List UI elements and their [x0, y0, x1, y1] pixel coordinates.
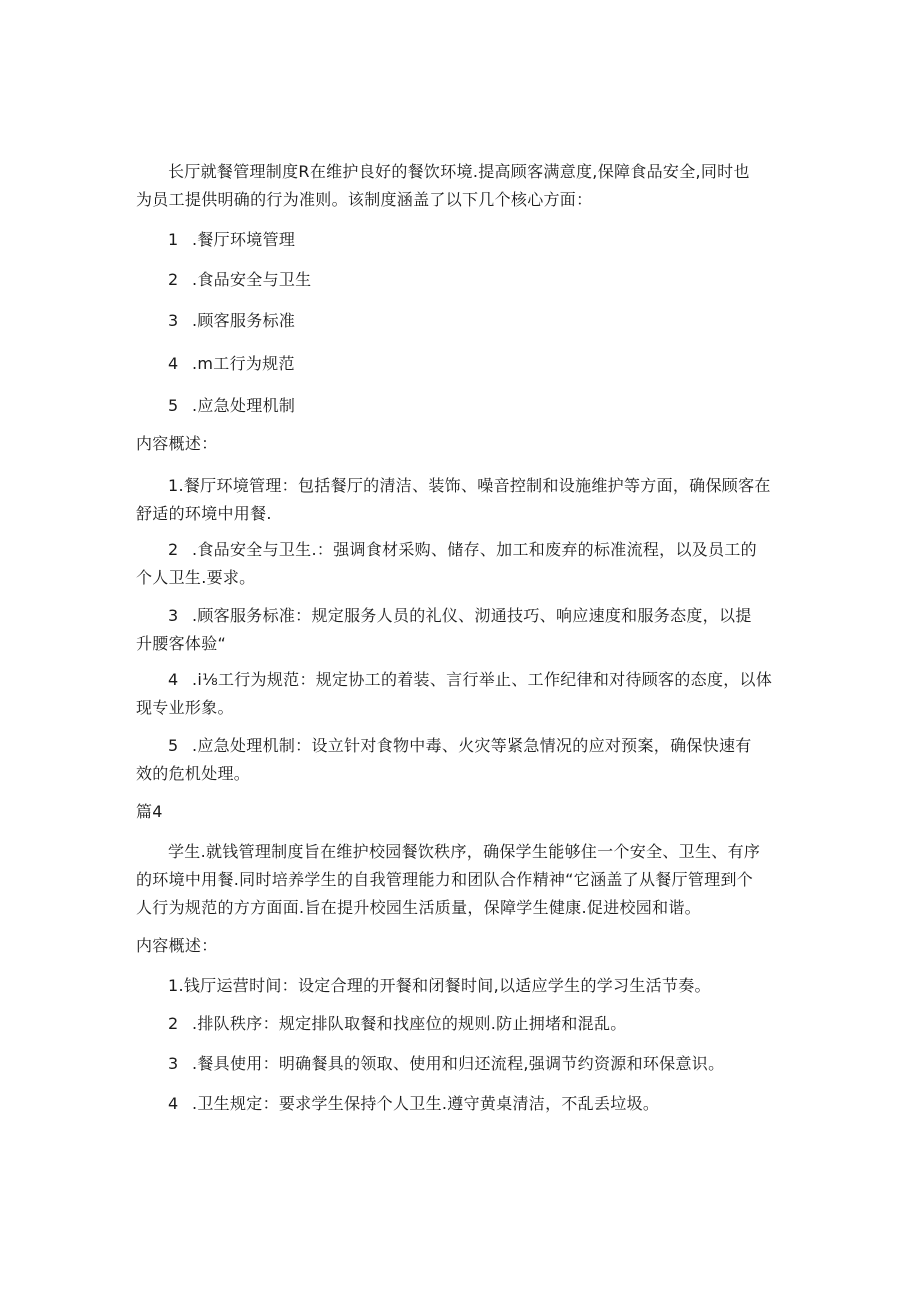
- summary-text: .食品安全与卫生.：强调食材采购、储存、加工和废弃的标准流程，以及员工的: [192, 540, 757, 559]
- summary-heading: 内容概述：: [136, 936, 218, 955]
- intro-line-1: 长厅就餐管理制度R在维护良好的餐饮环境.提高顾客满意度,保障食品安全,同时也: [168, 162, 750, 181]
- summary-number: 2: [168, 540, 179, 559]
- summary-text: .应急处理机制：设立针对食物中毒、火灾等紧急情况的应对预案，确保快速有: [192, 736, 752, 755]
- aspect-item: [168, 348, 828, 380]
- summary-text: .i⅛工行为规范：规定协工的着装、言行举止、工作纪律和对待顾客的态度，以体: [192, 670, 773, 689]
- aspect-text: .m工行为规范: [192, 354, 295, 373]
- summary-number: 3: [168, 606, 179, 625]
- intro2-line-1: 学生.就钱管理制度旨在维护校园餐饮秩序，确保学生能够住一个安全、卫生、有序: [168, 842, 761, 861]
- aspect-number: 2: [168, 270, 179, 289]
- summary-item-line-1: 1.餐厅环境管理：包括餐厅的清洁、装饰、噪音控制和设施维护等方面，确保顾客在: [168, 476, 771, 495]
- summary-item-line-2: 个人卫生.要求。: [136, 568, 256, 587]
- summary-heading: 内容概述：: [136, 434, 218, 453]
- section-title: 篇4: [136, 802, 163, 821]
- summary-item-line-2: 效的危机处理。: [136, 764, 251, 783]
- summary-item-line-2: 升腰客体验“: [136, 634, 227, 653]
- summary2-text: .餐具使用：明确餐具的领取、使用和归还流程,强调节约资源和环保意识。: [192, 1054, 725, 1073]
- intro-line-2: 为员工提供明确的行为准则。该制度涵盖了以下几个核心方面：: [136, 190, 593, 209]
- aspect-number: 1: [168, 230, 179, 249]
- aspect-number: 5: [168, 396, 179, 415]
- aspect-item: [168, 224, 828, 256]
- aspect-item: [168, 305, 828, 337]
- aspect-text: .餐厅环境管理: [192, 230, 296, 249]
- aspect-item: [168, 264, 828, 296]
- aspect-item: [168, 390, 828, 422]
- intro2-line-2: 的环境中用餐.同时培养学生的自我管理能力和团队合作精神“它涵盖了从餐厅管理到个: [136, 870, 754, 889]
- summary-number: 4: [168, 670, 179, 689]
- summary2-number: 2: [168, 1014, 179, 1033]
- summary2-number: 4: [168, 1094, 179, 1113]
- aspect-text: .应急处理机制: [192, 396, 296, 415]
- summary2-text: .排队秩序：规定排队取餐和找座位的规则.防止拥堵和混乱。: [192, 1014, 627, 1033]
- summary-text: .顾客服务标准：规定服务人员的礼仪、沏通技巧、响应速度和服务态度，以提: [192, 606, 752, 625]
- summary2-item: [168, 1088, 828, 1120]
- aspect-text: .食品安全与卫生: [192, 270, 312, 289]
- summary-item-line-2: 现专业形象。: [136, 698, 234, 717]
- aspect-number: 4: [168, 354, 179, 373]
- summary2-item: [168, 1008, 828, 1040]
- summary-number: 5: [168, 736, 179, 755]
- aspect-text: .顾客服务标准: [192, 311, 296, 330]
- summary2-item: [168, 1048, 828, 1080]
- summary2-number: 3: [168, 1054, 179, 1073]
- intro2-line-3: 人行为规范的方方面面.旨在提升校园生活质量，保障学生健康.促进校园和谐。: [136, 898, 701, 917]
- aspect-number: 3: [168, 311, 179, 330]
- summary-item-line-2: 舒适的环境中用餐.: [136, 504, 272, 523]
- summary2-text: .卫生规定：要求学生保持个人卫生.遵守黄桌清洁，不乱丢垃圾。: [192, 1094, 660, 1113]
- summary2-item: 1.钱厅运营时间：设定合理的开餐和闭餐时间,以适应学生的学习生活节奏。: [168, 976, 711, 995]
